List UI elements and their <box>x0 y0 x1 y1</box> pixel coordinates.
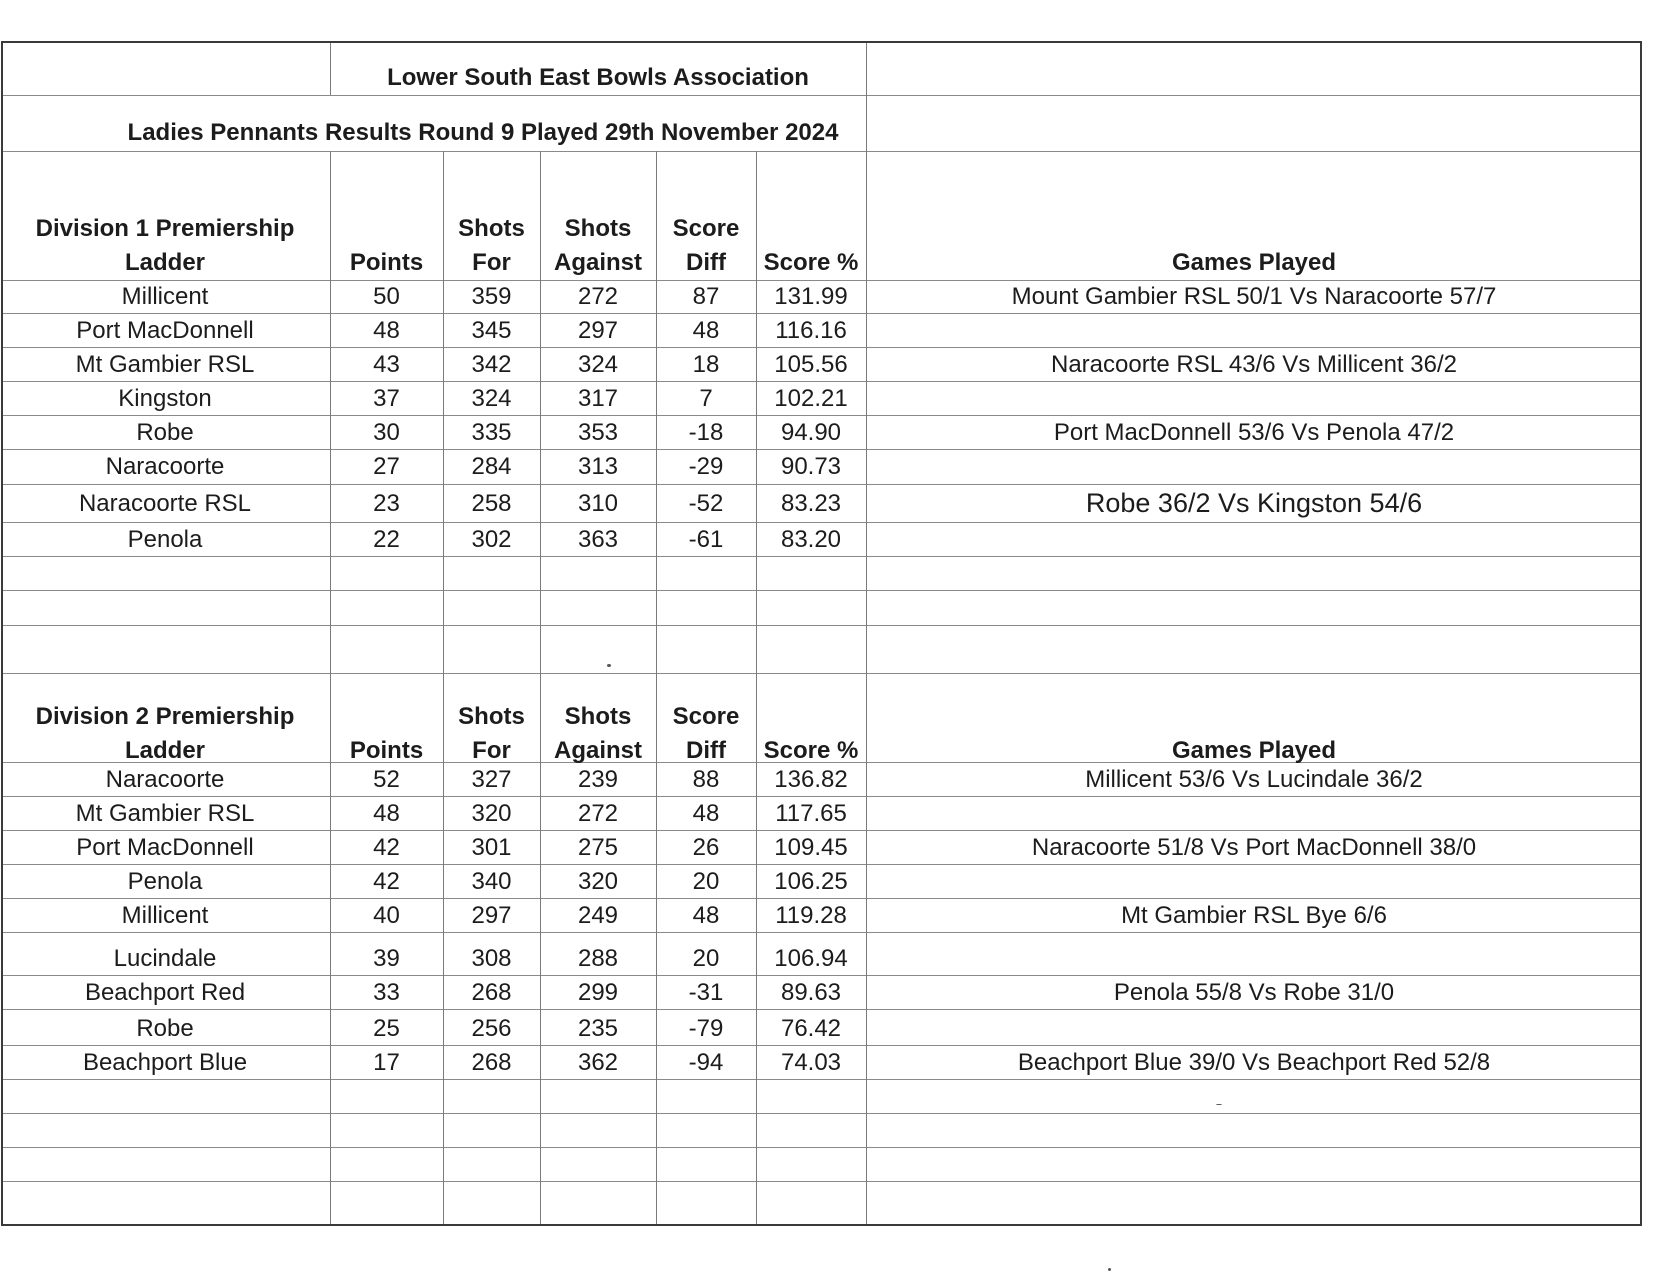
shots-for-value: 302 <box>471 526 512 553</box>
team-name: Port MacDonnell <box>76 317 254 344</box>
points-value: 42 <box>373 868 400 895</box>
row-rule <box>1 151 1641 152</box>
points-value: 52 <box>373 766 400 793</box>
row-rule <box>1 280 1641 281</box>
team-name: Mt Gambier RSL <box>75 351 255 378</box>
shots-against-value: 317 <box>577 385 619 412</box>
game-result: Port MacDonnell 53/6 Vs Penola 47/2 <box>1053 419 1455 446</box>
score-diff-header: Score <box>672 215 740 242</box>
shots-for-value: 340 <box>471 868 512 895</box>
shots-against-value: 272 <box>577 283 619 310</box>
shots-for-value: 324 <box>471 385 512 412</box>
points-value: 22 <box>373 526 400 553</box>
score-percent-value: 106.25 <box>774 868 848 895</box>
score-percent-value: 83.23 <box>780 490 842 517</box>
row-rule <box>1 1147 1641 1148</box>
row-rule <box>1 1181 1641 1182</box>
shots-against-value: 310 <box>577 490 619 517</box>
row-rule <box>1 449 1641 450</box>
shots-against-value: 353 <box>577 419 619 446</box>
score-percent-value: 76.42 <box>780 1015 842 1042</box>
score-diff-value: 18 <box>692 351 720 378</box>
points-value: 17 <box>373 1049 400 1076</box>
shots-for-value: 256 <box>471 1015 512 1042</box>
games-played-header: Games Played <box>1171 249 1337 276</box>
row-rule <box>1 313 1641 314</box>
shots-for-value: 359 <box>471 283 512 310</box>
shots-for-value: 258 <box>471 490 512 517</box>
score-diff-header: Diff <box>686 737 726 764</box>
row-rule <box>1 590 1641 591</box>
shots-for-value: 308 <box>471 945 512 972</box>
row-rule <box>1 830 1641 831</box>
row-rule <box>1 932 1641 933</box>
division-title: Ladder <box>124 737 205 764</box>
shots-against-value: 297 <box>577 317 619 344</box>
points-value: 33 <box>373 979 400 1006</box>
shots-against-header: Shots <box>564 703 632 730</box>
score-percent-value: 83.20 <box>780 526 842 553</box>
points-value: 40 <box>373 902 400 929</box>
points-value: 48 <box>373 317 400 344</box>
scan-speck <box>607 664 611 667</box>
row-rule <box>1 556 1641 557</box>
shots-for-value: 268 <box>471 1049 512 1076</box>
points-value: 50 <box>373 283 400 310</box>
shots-against-value: 239 <box>577 766 619 793</box>
shots-against-value: 288 <box>577 945 619 972</box>
score-percent-value: 117.65 <box>775 800 847 827</box>
row-rule <box>1 975 1641 976</box>
team-name: Robe <box>136 1015 194 1042</box>
points-value: 42 <box>373 834 400 861</box>
row-rule <box>1 864 1641 865</box>
row-rule <box>1 415 1641 416</box>
shots-against-value: 299 <box>577 979 619 1006</box>
team-name: Lucindale <box>113 945 217 972</box>
row-rule <box>1 1079 1641 1080</box>
score-diff-value: 48 <box>692 317 720 344</box>
score-percent-value: 109.45 <box>774 834 848 861</box>
shots-against-value: 275 <box>577 834 619 861</box>
team-name: Port MacDonnell <box>76 834 254 861</box>
points-value: 37 <box>373 385 400 412</box>
points-header: Points <box>349 737 424 764</box>
score-percent-header: Score % <box>763 249 859 276</box>
shots-against-value: 272 <box>577 800 619 827</box>
game-result: Penola 55/8 Vs Robe 31/0 <box>1113 979 1395 1006</box>
score-percent-value: 89.63 <box>780 979 842 1006</box>
points-value: 23 <box>373 490 400 517</box>
score-percent-value: 116.16 <box>775 317 847 344</box>
row-rule <box>1 347 1641 348</box>
shots-for-header: Shots <box>458 215 525 242</box>
game-result: Millicent 53/6 Vs Lucindale 36/2 <box>1085 766 1423 793</box>
score-percent-header: Score % <box>763 737 859 764</box>
shots-against-value: 362 <box>577 1049 619 1076</box>
game-result: Naracoorte RSL 43/6 Vs Millicent 36/2 <box>1051 351 1457 378</box>
score-diff-value: -52 <box>688 490 724 517</box>
points-value: 48 <box>373 800 400 827</box>
row-rule <box>1 522 1641 523</box>
score-diff-value: 48 <box>692 800 720 827</box>
points-value: 39 <box>373 945 400 972</box>
points-header: Points <box>349 249 424 276</box>
shots-for-value: 327 <box>471 766 512 793</box>
shots-for-header: For <box>472 249 511 276</box>
team-name: Millicent <box>121 902 209 929</box>
team-name: Naracoorte RSL <box>78 490 252 517</box>
score-percent-value: 119.28 <box>775 902 847 929</box>
score-diff-value: 20 <box>692 868 720 895</box>
shots-against-header: Against <box>553 249 642 276</box>
team-name: Mt Gambier RSL <box>75 800 255 827</box>
score-diff-value: -79 <box>688 1015 724 1042</box>
team-name: Millicent <box>121 283 209 310</box>
row-rule <box>1 625 1641 626</box>
score-diff-value: 7 <box>699 385 713 412</box>
shots-for-header: For <box>472 737 511 764</box>
team-name: Beachport Red <box>84 979 246 1006</box>
score-percent-value: 105.56 <box>774 351 848 378</box>
score-diff-value: 87 <box>692 283 720 310</box>
shots-for-value: 320 <box>471 800 512 827</box>
page-subtitle: Ladies Pennants Results Round 9 Played 29th November 2024 <box>127 119 839 146</box>
shots-for-value: 284 <box>471 453 512 480</box>
game-result: Mount Gambier RSL 50/1 Vs Naracoorte 57/7 <box>1011 283 1497 310</box>
team-name: Naracoorte <box>105 766 225 793</box>
score-diff-value: -18 <box>688 419 724 446</box>
score-diff-value: -31 <box>688 979 724 1006</box>
row-rule <box>1 1045 1641 1046</box>
shots-for-value: 342 <box>471 351 512 378</box>
points-value: 43 <box>373 351 400 378</box>
game-result: Robe 36/2 Vs Kingston 54/6 <box>1085 488 1423 518</box>
team-name: Penola <box>127 868 203 895</box>
score-percent-value: 74.03 <box>780 1049 842 1076</box>
team-name: Naracoorte <box>105 453 225 480</box>
association-title: Lower South East Bowls Association <box>387 64 809 91</box>
shots-for-value: 268 <box>471 979 512 1006</box>
division-title: Division 1 Premiership <box>35 215 295 242</box>
shots-for-header: Shots <box>458 703 525 730</box>
score-diff-value: -94 <box>688 1049 724 1076</box>
scan-speck <box>1108 1268 1111 1271</box>
score-percent-value: 106.94 <box>774 945 848 972</box>
score-percent-value: 102.21 <box>774 385 848 412</box>
team-name: Robe <box>136 419 194 446</box>
score-percent-value: 94.90 <box>780 419 842 446</box>
shots-against-header: Against <box>553 737 642 764</box>
score-percent-value: 131.99 <box>774 283 848 310</box>
row-rule <box>1 796 1641 797</box>
row-rule <box>1 1009 1641 1010</box>
shots-against-value: 313 <box>577 453 619 480</box>
game-result: Naracoorte 51/8 Vs Port MacDonnell 38/0 <box>1031 834 1477 861</box>
score-percent-value: 90.73 <box>780 453 842 480</box>
games-played-header: Games Played <box>1171 737 1337 764</box>
shots-against-value: 324 <box>577 351 619 378</box>
shots-against-value: 363 <box>577 526 619 553</box>
score-percent-value: 136.82 <box>774 766 848 793</box>
shots-for-value: 335 <box>471 419 512 446</box>
shots-against-header: Shots <box>564 215 632 242</box>
score-diff-value: 88 <box>692 766 720 793</box>
shots-for-value: 345 <box>471 317 512 344</box>
shots-against-value: 320 <box>577 868 619 895</box>
score-diff-value: 48 <box>692 902 720 929</box>
game-result: Mt Gambier RSL Bye 6/6 <box>1121 902 1387 929</box>
game-result: Beachport Blue 39/0 Vs Beachport Red 52/8 <box>1017 1049 1491 1076</box>
row-rule <box>1 1113 1641 1114</box>
team-name: Penola <box>127 526 203 553</box>
shots-for-value: 297 <box>471 902 512 929</box>
scan-speck <box>1216 1104 1222 1105</box>
division-title: Ladder <box>124 249 205 276</box>
row-rule <box>1 673 1641 674</box>
points-value: 25 <box>373 1015 400 1042</box>
team-name: Kingston <box>118 385 212 412</box>
row-rule <box>1 484 1641 485</box>
team-name: Beachport Blue <box>82 1049 248 1076</box>
score-diff-value: -61 <box>688 526 724 553</box>
row-rule <box>1 381 1641 382</box>
score-diff-value: -29 <box>688 453 724 480</box>
score-diff-value: 20 <box>692 945 720 972</box>
division-title: Division 2 Premiership <box>35 703 295 730</box>
row-rule <box>1 95 1641 96</box>
points-value: 30 <box>373 419 400 446</box>
shots-for-value: 301 <box>471 834 512 861</box>
shots-against-value: 235 <box>577 1015 619 1042</box>
score-diff-header: Score <box>672 703 740 730</box>
row-rule <box>1 898 1641 899</box>
score-diff-header: Diff <box>686 249 726 276</box>
shots-against-value: 249 <box>577 902 619 929</box>
score-diff-value: 26 <box>692 834 720 861</box>
points-value: 27 <box>373 453 400 480</box>
